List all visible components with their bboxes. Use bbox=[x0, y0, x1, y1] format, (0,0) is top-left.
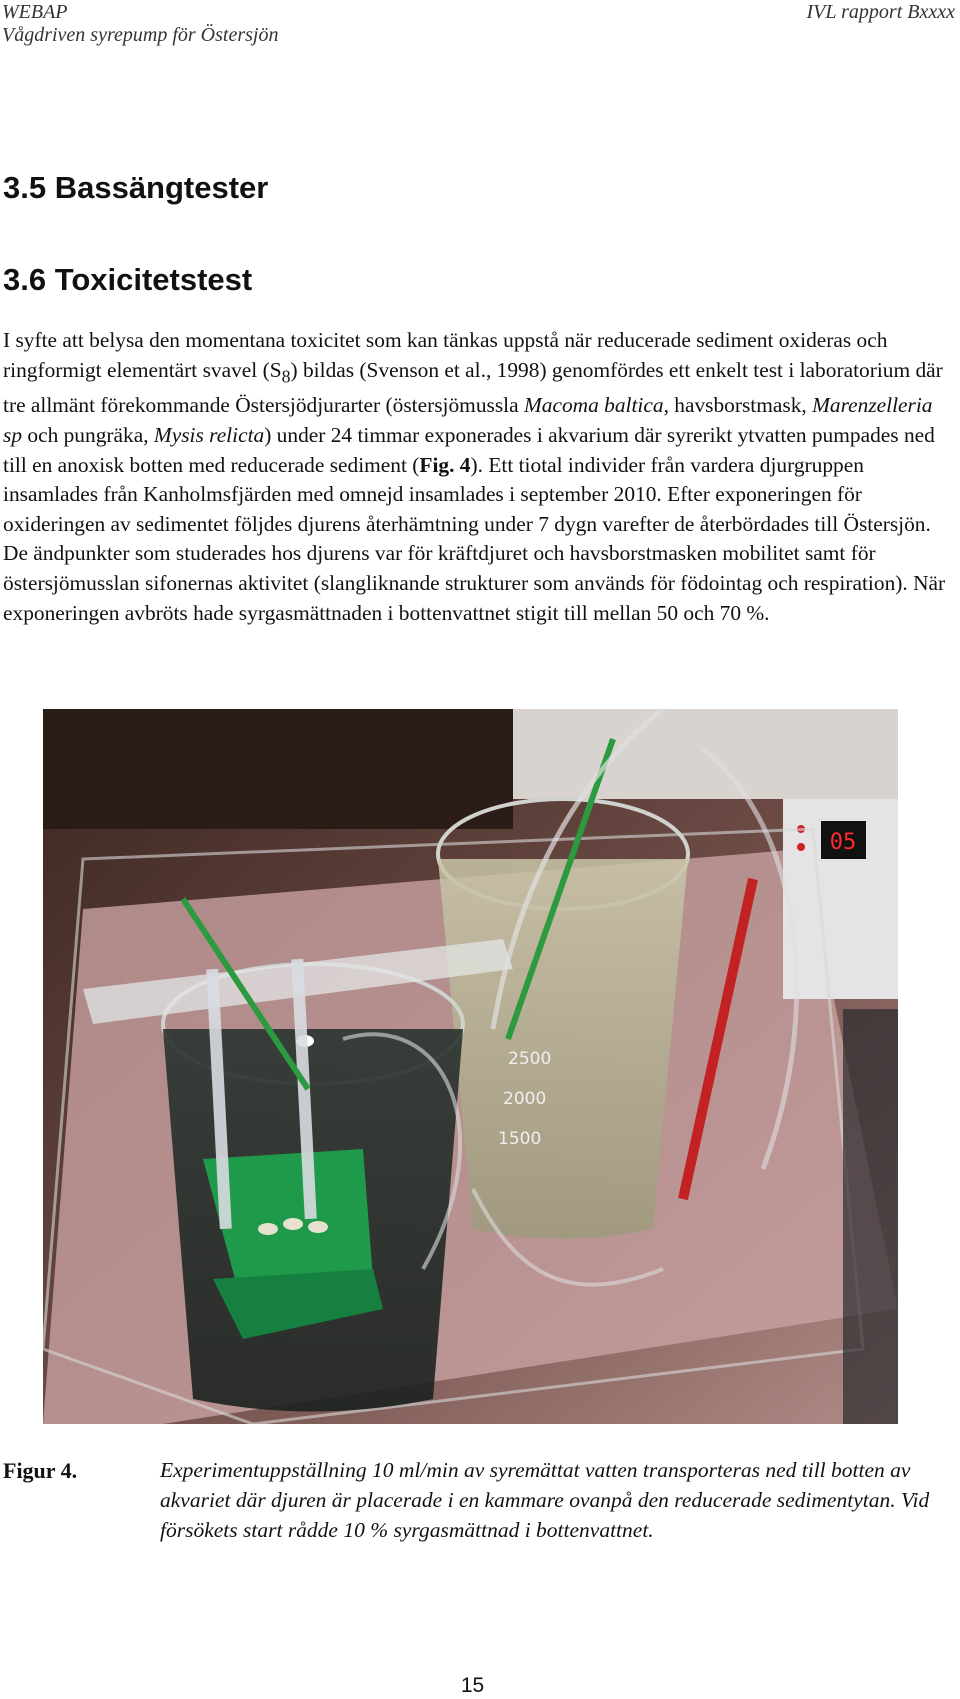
text-run: ). Ett tiotal individer från vardera djurgruppen insamlades från Kanholmsfjärden med omnejd insamlades i september 2010. Efter exponeringen för oxideringen av sedimentet följdes djurens återhämtning under 7 dygn varefter de återbördades till Östersjön. De ändpunkter som studerades hos djurens var för kräftdjuret och havsborstmasken mobilitet samt för östersjömusslan sifonernas aktivitet (slangliknande strukturer som används för födointag och respiration). När exponeringen avbröts hade syrgasmättnaden i bottenvattnet stigit till mellan 50 och 70 %. bbox=[3, 452, 946, 625]
text-run: ) under 24 timmar exponerades i akvarium där syrerikt ytvatten pumpades ned till en anoxisk botten med reducerade sediment ( bbox=[3, 423, 935, 477]
page-number: 15 bbox=[460, 1674, 485, 1697]
header-title: Vågdriven syrepump för Östersjön bbox=[2, 24, 279, 46]
background-wall bbox=[43, 709, 513, 829]
figure-label: Figur 4. bbox=[3, 1458, 78, 1483]
experiment-photo bbox=[43, 709, 898, 1424]
beaker-mark: 2500 bbox=[508, 1049, 552, 1069]
body-paragraph bbox=[3, 326, 948, 628]
figure-reference: Fig. 4 bbox=[419, 452, 471, 477]
text-run: och pungräka, bbox=[22, 423, 154, 448]
figure-caption: Experimentuppställning 10 ml/min av syremättat vatten transporteras ned till botten av akvariet där djuren är placerade i en kammare ovanpå den reducerade sedimentytan. Vid försökets start rådde 10 % syrgasmättnad i bottenvattnet. bbox=[160, 1458, 930, 1542]
section-heading-3-5: 3.5 Bassängtester bbox=[3, 170, 269, 205]
beaker-mark: 2000 bbox=[503, 1089, 547, 1109]
species-name: Marenzelleria sp bbox=[3, 393, 933, 448]
species-name: Mysis relicta bbox=[153, 423, 265, 448]
beaker-right bbox=[438, 859, 688, 1239]
header-project: WEBAP bbox=[2, 1, 68, 23]
text-run: , havsborstmask, bbox=[663, 393, 813, 418]
text-run: ) bildas (Svenson et al., 1998) genomfördes ett enkelt test i laboratorium där tre allmänt förekommande Östersjödjurarter (östersjömussla bbox=[3, 357, 943, 418]
beaker-mark: 1500 bbox=[498, 1129, 542, 1149]
species-name: Macoma baltica bbox=[523, 393, 664, 418]
subscript: 8 bbox=[281, 365, 291, 386]
header-report-id: IVL rapport Bxxxx bbox=[806, 1, 955, 23]
section-heading-3-6: 3.6 Toxicitetstest bbox=[3, 262, 253, 297]
controller-display: 05 bbox=[829, 830, 857, 855]
photo-illustration bbox=[43, 709, 898, 1424]
text-run: I syfte att belysa den momentana toxicitet som kan tänkas uppstå när reducerade sediment oxideras och ringformigt elementärt svavel (S bbox=[3, 328, 888, 382]
